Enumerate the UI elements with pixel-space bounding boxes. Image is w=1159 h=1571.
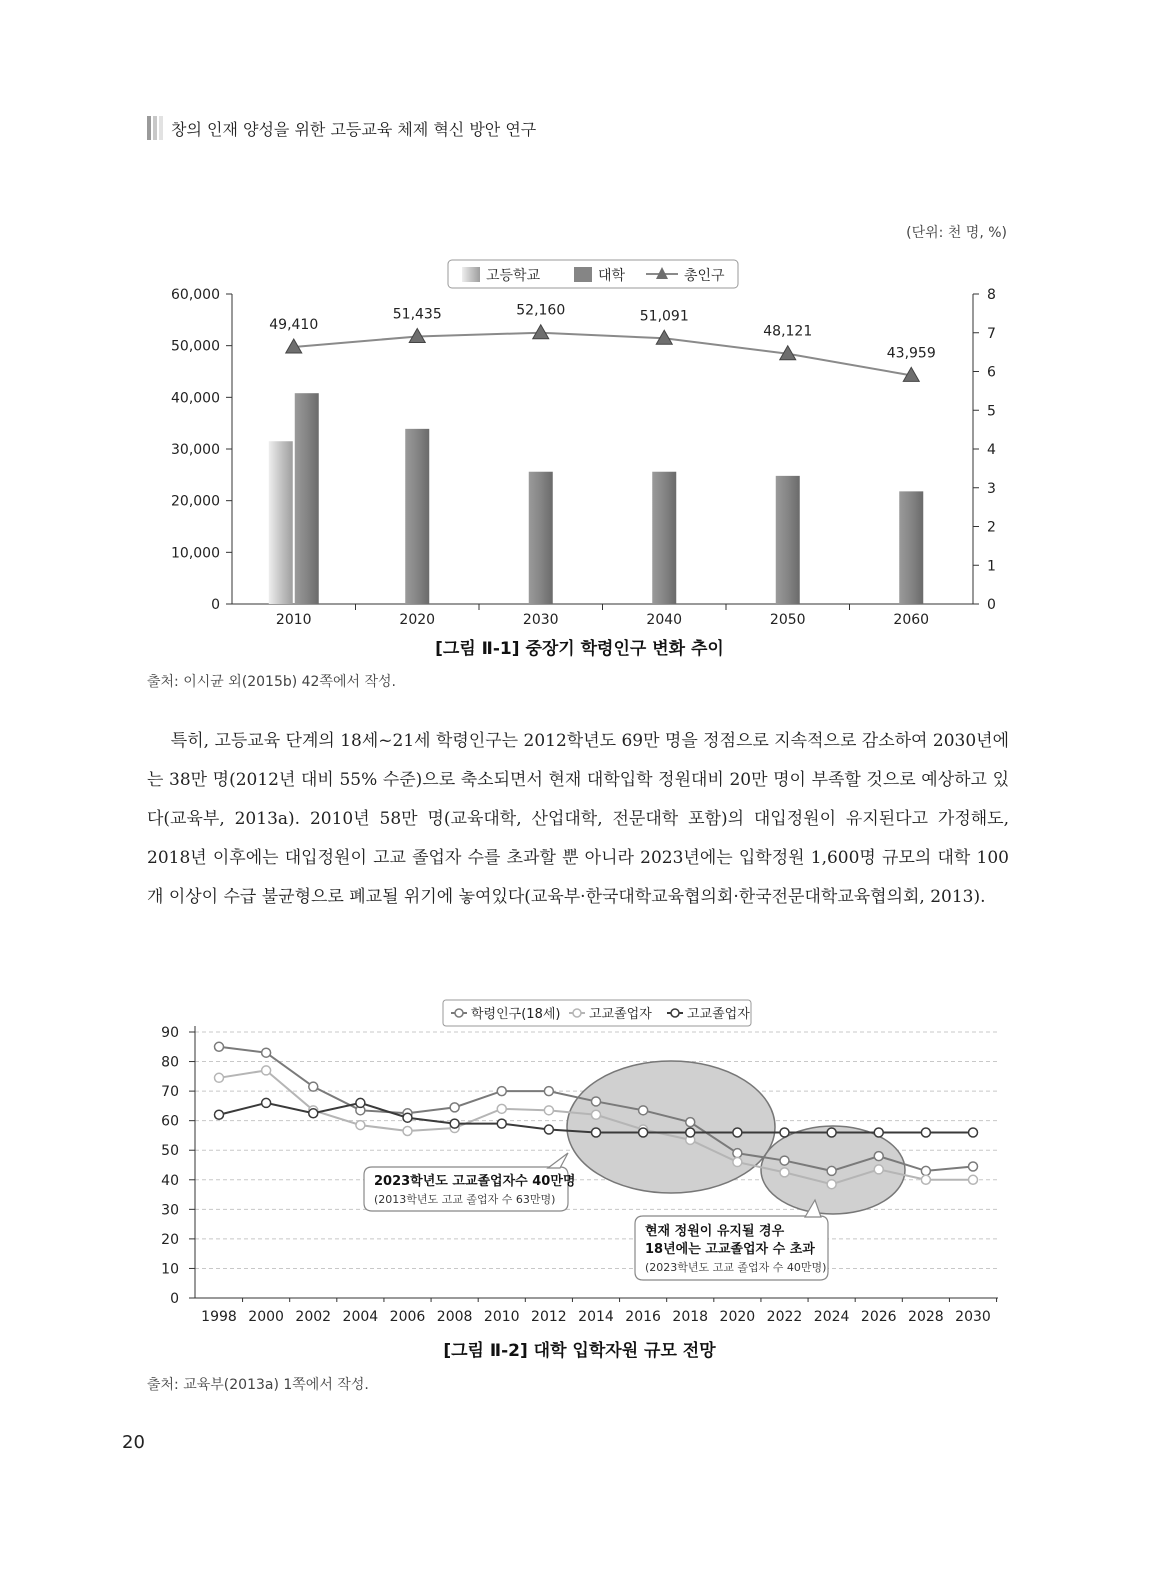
data-label: 51,091 (639, 308, 689, 325)
y-tick-label: 70 (161, 1084, 179, 1101)
series-point-2 (403, 1127, 412, 1136)
series-point-3 (215, 1110, 224, 1119)
y2-tick-label: 7 (987, 325, 996, 342)
data-label: 43,959 (886, 345, 936, 362)
y2-tick-label: 3 (987, 480, 996, 497)
bar-university (899, 491, 923, 604)
x-tick-label: 2008 (436, 1309, 473, 1325)
y-tick-label: 30,000 (171, 442, 220, 458)
series-point-2 (544, 1106, 553, 1115)
y-tick-label: 90 (161, 1025, 179, 1041)
series-point-3 (497, 1119, 506, 1128)
series-point-3 (686, 1128, 695, 1137)
data-label: 51,435 (392, 306, 442, 323)
callout-2-line3: (2023학년도 고교 졸업자 수 40만명) (645, 1261, 827, 1274)
x-tick-label: 2050 (769, 612, 806, 628)
y-tick-label: 0 (170, 1291, 179, 1307)
callout-2-line1: 현재 정원이 유지될 경우 (645, 1224, 785, 1239)
x-tick-label: 2010 (483, 1309, 520, 1325)
legend-label-total: 총인구 (684, 268, 725, 284)
series-point-1 (639, 1106, 648, 1115)
x-tick-label: 2024 (813, 1309, 850, 1325)
x-tick-label: 2006 (389, 1309, 426, 1325)
series-point-3 (592, 1128, 601, 1137)
callout-pointer-1 (548, 1153, 568, 1168)
bar-university (295, 393, 319, 604)
legend-label-university: 대학 (598, 268, 626, 284)
y-tick-label: 40 (161, 1172, 179, 1189)
figure2-chart (140, 995, 1020, 1330)
y2-tick-label: 4 (987, 442, 996, 458)
figure2-caption: [그림 Ⅱ-2] 대학 입학자원 규모 전망 (443, 1341, 716, 1361)
legend-marker-3-icon (671, 1009, 679, 1017)
legend-label-2: 고교졸업자 (589, 1007, 652, 1022)
y-tick-label: 10,000 (171, 545, 220, 562)
y2-tick-label: 5 (987, 403, 996, 420)
x-tick-label: 2022 (766, 1309, 803, 1325)
series-point-1 (309, 1082, 318, 1091)
data-label: 49,410 (269, 317, 319, 334)
bar-university (405, 429, 429, 604)
series-point-3 (309, 1109, 318, 1118)
x-tick-label: 2002 (295, 1309, 332, 1325)
series-point-3 (733, 1128, 742, 1137)
series-point-2 (262, 1066, 271, 1075)
figure2-source: 출처: 교육부(2013a) 1쪽에서 작성. (147, 1377, 369, 1393)
bar-university (776, 476, 800, 604)
figure1-caption: [그림 Ⅱ-1] 중장기 학령인구 변화 추이 (435, 639, 724, 659)
y2-tick-label: 6 (987, 364, 996, 381)
series-point-3 (262, 1098, 271, 1107)
y-tick-label: 60 (161, 1113, 179, 1130)
page-number: 20 (122, 1432, 145, 1453)
unit-note: (단위: 천 명, %) (906, 225, 1007, 241)
series-point-3 (921, 1128, 930, 1137)
figure1-source: 출처: 이시균 외(2015b) 42쪽에서 작성. (147, 674, 396, 690)
x-tick-label: 2012 (531, 1309, 567, 1325)
series-point-2 (827, 1180, 836, 1189)
y-tick-label: 30 (161, 1202, 179, 1219)
series-point-1 (780, 1156, 789, 1165)
legend-swatch-university (574, 267, 592, 282)
series-point-3 (356, 1098, 365, 1107)
series-point-2 (497, 1104, 506, 1113)
x-tick-label: 2020 (399, 612, 436, 628)
series-point-3 (780, 1128, 789, 1137)
x-tick-label: 2020 (719, 1309, 756, 1325)
series-point-1 (733, 1149, 742, 1158)
y-tick-label: 0 (211, 597, 220, 613)
series-point-3 (874, 1128, 883, 1137)
x-tick-label: 1998 (201, 1309, 237, 1325)
x-tick-label: 2030 (955, 1309, 991, 1325)
series-point-2 (921, 1175, 930, 1184)
x-tick-label: 2040 (646, 612, 683, 628)
legend-marker-1-icon (455, 1009, 463, 1017)
series-point-3 (639, 1128, 648, 1137)
y2-tick-label: 0 (987, 597, 996, 613)
x-tick-label: 2014 (578, 1309, 614, 1325)
y2-tick-label: 2 (987, 519, 996, 536)
triangle-marker (533, 325, 549, 339)
series-point-1 (544, 1087, 553, 1096)
series-line-total (294, 333, 912, 376)
x-tick-label: 2016 (625, 1309, 661, 1325)
x-tick-label: 2026 (860, 1309, 897, 1325)
series-point-3 (403, 1113, 412, 1122)
data-label: 52,160 (516, 302, 566, 319)
running-header (147, 116, 536, 140)
highlight-ellipse-1 (567, 1061, 775, 1193)
y-tick-label: 50,000 (171, 338, 220, 355)
series-point-2 (780, 1168, 789, 1177)
y-tick-label: 10 (161, 1261, 179, 1278)
x-tick-label: 2060 (893, 612, 930, 628)
series-point-1 (827, 1166, 836, 1175)
series-point-2 (356, 1121, 365, 1130)
x-tick-label: 2030 (522, 612, 559, 628)
y-tick-label: 50 (161, 1143, 179, 1160)
callout-1-line1: 2023학년도 고교졸업자수 40만명 (374, 1174, 576, 1189)
series-point-1 (262, 1048, 271, 1057)
series-point-3 (450, 1119, 459, 1128)
series-point-1 (686, 1118, 695, 1127)
y2-tick-label: 8 (987, 287, 996, 303)
y-tick-label: 20 (161, 1231, 179, 1248)
legend-swatch-highschool (462, 267, 480, 282)
series-point-1 (592, 1097, 601, 1106)
legend-label-1: 학령인구(18세) (471, 1007, 561, 1022)
callout-2-line2: 18년에는 고교졸업자 수 초과 (645, 1242, 815, 1257)
x-tick-label: 2010 (275, 612, 312, 628)
y-tick-label: 60,000 (171, 287, 220, 303)
y-tick-label: 20,000 (171, 493, 220, 510)
figure1-chart (140, 250, 1020, 635)
series-point-3 (544, 1125, 553, 1134)
header-title: 창의 인재 양성을 위한 고등교육 체제 혁신 방안 연구 (171, 119, 537, 139)
legend-label-highschool: 고등학교 (486, 268, 541, 284)
series-point-1 (969, 1162, 978, 1171)
bar-university (529, 472, 553, 604)
bar-highschool (269, 441, 293, 604)
y-tick-label: 40,000 (171, 390, 220, 407)
x-tick-label: 2018 (672, 1309, 709, 1325)
x-tick-label: 2028 (908, 1309, 944, 1325)
series-point-1 (874, 1152, 883, 1161)
series-point-1 (450, 1103, 459, 1112)
y2-tick-label: 1 (987, 558, 996, 575)
series-point-2 (592, 1110, 601, 1119)
x-tick-label: 2000 (248, 1309, 284, 1325)
series-point-2 (215, 1073, 224, 1082)
series-point-2 (733, 1158, 742, 1167)
bar-university (652, 472, 676, 604)
series-point-3 (969, 1128, 978, 1137)
series-point-2 (874, 1165, 883, 1174)
x-tick-label: 2004 (342, 1309, 379, 1325)
series-point-2 (969, 1175, 978, 1184)
data-label: 48,121 (763, 323, 813, 340)
series-point-1 (215, 1042, 224, 1051)
header-bar-icon (147, 116, 163, 140)
legend-marker-2-icon (573, 1009, 581, 1017)
series-point-3 (827, 1128, 836, 1137)
series-point-1 (921, 1166, 930, 1175)
body-paragraph: 특히, 고등교육 단계의 18세~21세 학령인구는 2012학년도 69만 명을 정점으로 지속적으로 감소하여 2030년에는 38만 명(2012년 대비 55% 수준)으로 축소되면서 현재 대학입학 정원대비 20만 명이 부족할 것으로 예상하고 있다(교육부, 2013a). 2010년 58만 명(교육대학, 산업대학, 전문대학 포함)의 대입정원이 유지된다고 가정해도, 2018년 이후에는 대입정원이 고교 졸업자 수를 초과할 뿐 아니라 2023년에는 입학정원 1,600명 규모의 대학 100개 이상이 수급 불균형으로 폐교될 위기에 놓여있다(교육부·한국대학교육협의회·한국전문대학교육협의회, 2013). (147, 731, 1009, 907)
series-point-1 (497, 1087, 506, 1096)
callout-1-line2: (2013학년도 고교 졸업자 수 63만명) (374, 1193, 556, 1206)
y-tick-label: 80 (161, 1054, 179, 1071)
legend-label-3: 고교졸업자 (687, 1007, 750, 1022)
